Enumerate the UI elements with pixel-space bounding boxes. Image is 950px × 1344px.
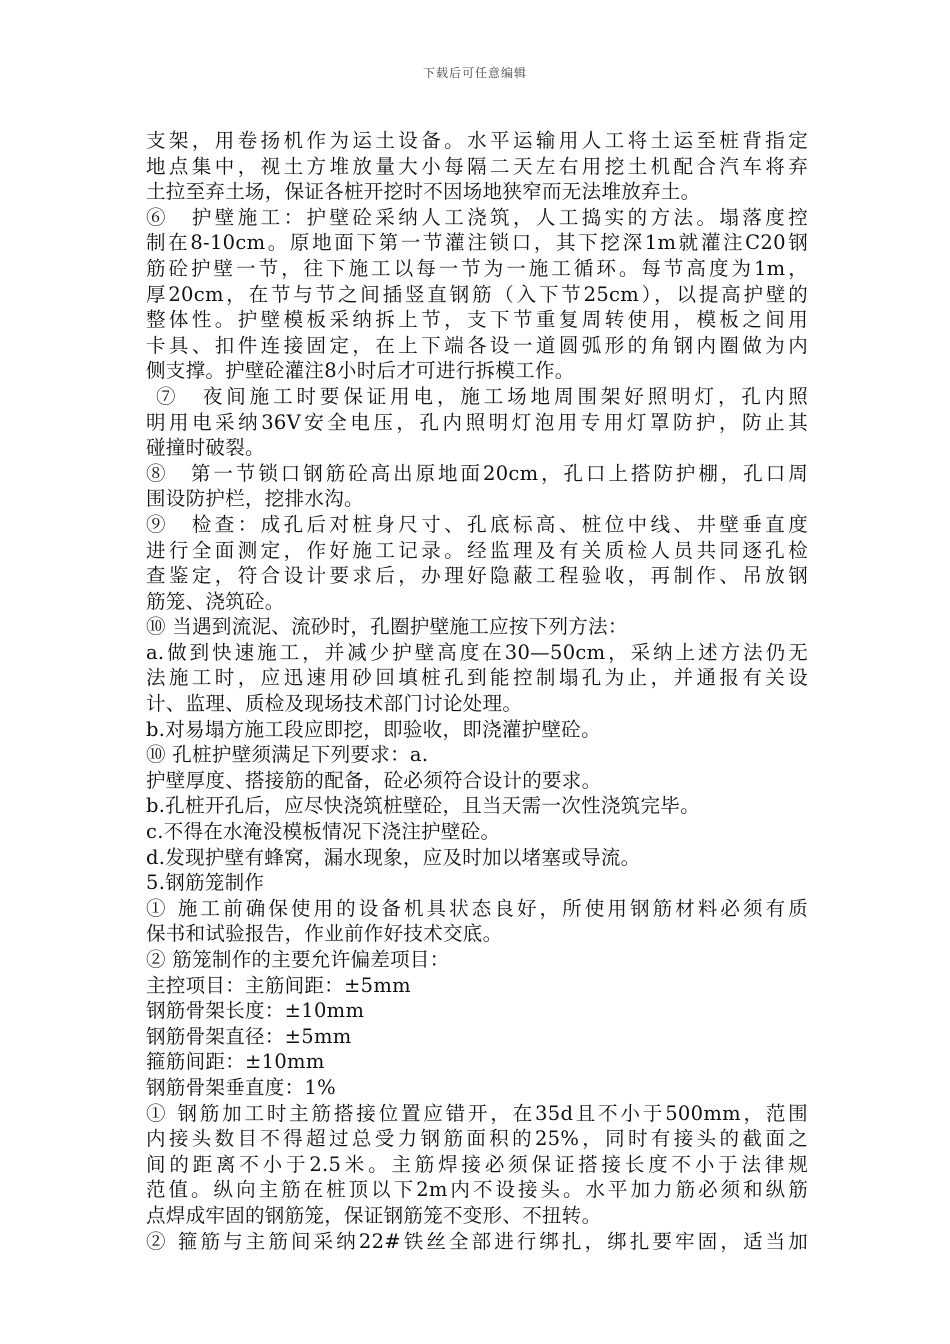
text-line: 5.钢筋笼制作: [146, 871, 265, 895]
text-line: 钢筋骨架长度：±10mm: [146, 999, 365, 1023]
text-line: ⑨ 检查：成孔后对桩身尺寸、孔底标高、桩位中线、井壁垂直度: [146, 512, 808, 536]
text-line: b.孔桩开孔后，应尽快浇筑桩壁砼，且当天需一次性浇筑完毕。: [146, 794, 700, 818]
text-line: ⑩ 孔桩护壁须满足下列要求：a.: [146, 743, 429, 767]
text-line: 制在8-10cm。原地面下第一节灌注锁口，其下挖深1m就灌注C20钢: [146, 231, 808, 255]
text-line: ① 施工前确保使用的设备机具状态良好，所使用钢筋材料必须有质: [146, 896, 808, 920]
text-line: 钢筋骨架垂直度：1%: [146, 1075, 336, 1099]
page-header: 下载后可任意编辑: [422, 66, 527, 80]
text-line: 箍筋间距：±10mm: [146, 1050, 325, 1074]
text-line: 筋笼、浇筑砼。: [146, 589, 285, 613]
text-line: 保书和试验报告，作业前作好技术交底。: [146, 922, 503, 946]
text-line: b.对易塌方施工段应即挖，即验收，即浇灌护壁砼。: [146, 717, 601, 741]
text-line: a.做到快速施工，并减少护壁高度在30—50cm，采纳上述方法仍无: [146, 640, 808, 664]
text-line: 计、监理、质检及现场技术部门讨论处理。: [146, 692, 523, 716]
document-body: [146, 128, 808, 1254]
text-line: 范值。纵向主筋在桩顶以下2m内不设接头。水平加力筋必须和纵筋: [146, 1178, 808, 1202]
text-line: 主控项目：主筋间距：±5mm: [146, 973, 411, 997]
text-line: ⑥ 护壁施工：护壁砼采纳人工浇筑，人工捣实的方法。塌落度控: [146, 205, 808, 229]
text-line: 进行全面测定，作好施工记录。经监理及有关质检人员共同逐孔检: [146, 538, 808, 562]
text-line: ① 钢筋加工时主筋搭接位置应错开，在35d且不小于500mm，范围: [146, 1101, 808, 1125]
text-line: 查鉴定，符合设计要求后，办理好隐蔽工程验收，再制作、吊放钢: [146, 564, 808, 588]
text-line: 筋砼护壁一节，往下施工以每一节为一施工循环。每节高度为1m，: [146, 256, 808, 280]
text-line: 支架，用卷扬机作为运土设备。水平运输用人工将土运至桩背指定: [146, 129, 808, 152]
text-line: 围设防护栏，挖排水沟。: [146, 487, 364, 511]
text-line: ⑦ 夜间施工时要保证用电，施工场地周围架好照明灯，孔内照: [156, 384, 808, 408]
text-line: c.不得在水淹没模板情况下浇注护壁砼。: [146, 820, 501, 844]
text-line: 侧支撑。护壁砼灌注8小时后才可进行拆模工作。: [146, 359, 575, 383]
text-line: 厚20cm，在节与节之间插竖直钢筋（入下节25cm），以提高护壁的: [146, 282, 808, 306]
text-line: 护壁厚度、搭接筋的配备，砼必须符合设计的要求。: [146, 768, 602, 792]
text-line: ② 箍筋与主筋间采纳22#铁丝全部进行绑扎，绑扎要牢固，适当加: [146, 1229, 808, 1253]
text-line: ⑧ 第一节锁口钢筋砼高出原地面20cm，孔口上搭防护棚，孔口周: [146, 461, 808, 485]
text-line: 点焊成牢固的钢筋笼，保证钢筋笼不变形、不扭转。: [146, 1203, 602, 1227]
text-line: 卡具、扣件连接固定，在上下端各设一道圆弧形的角钢内圈做为内: [146, 333, 808, 357]
text-line: ⑩ 当遇到流泥、流砂时，孔圈护壁施工应按下列方法：: [146, 615, 628, 639]
text-line: 整体性。护壁模板采纳拆上节，支下节重复周转使用，模板之间用: [146, 308, 808, 332]
text-line: 钢筋骨架直径：±5mm: [146, 1024, 352, 1048]
text-line: 内接头数目不得超过总受力钢筋面积的25%，同时有接头的截面之: [146, 1127, 808, 1151]
text-line: 明用电采纳36V安全电压，孔内照明灯泡用专用灯罩防护，防止其: [146, 410, 808, 434]
text-line: d.发现护壁有蜂窝，漏水现象，应及时加以堵塞或导流。: [146, 845, 641, 869]
text-line: 间的距离不小于2.5米。主筋焊接必须保证搭接长度不小于法律规: [146, 1152, 808, 1176]
text-line: ② 筋笼制作的主要允许偏差项目：: [146, 948, 450, 971]
text-line: 碰撞时破裂。: [146, 436, 265, 460]
text-line: 土拉至弃土场，保证各桩开挖时不因场地狭窄而无法堆放弃土。: [146, 180, 701, 204]
text-line: 法施工时，应迅速用砂回填桩孔到能控制塌孔为止，并通报有关设: [146, 666, 808, 690]
text-line: 地点集中，视土方堆放量大小每隔二天左右用挖土机配合汽车将弃: [146, 154, 808, 178]
